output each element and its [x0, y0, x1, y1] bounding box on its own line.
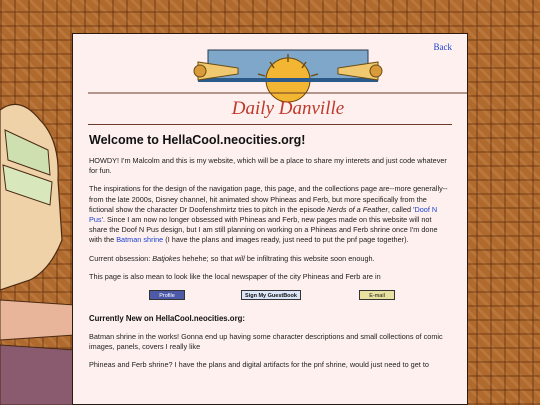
page-title: Welcome to HellaCool.neocities.org!	[89, 133, 306, 147]
currently-new-heading: Currently New on HellaCool.neocities.org:	[89, 314, 245, 324]
newspaper-page	[72, 33, 468, 405]
new-pnf-paragraph: Phineas and Ferb shrine? I have the plans and digital artifacts for the pnf shrine, would just need to get to	[89, 360, 429, 370]
cartoon-background-figure	[0, 0, 75, 405]
obsession-paragraph: Current obsession: Batjokes hehehe; so that will be infiltrating this website soon enough.	[89, 253, 375, 263]
intro-paragraph: HOWDY! I'm Malcolm and this is my website, which will be a place to share my interets and just code whatever for fun.	[89, 156, 447, 176]
email-badge[interactable]: E-mail	[359, 290, 395, 300]
logo-text: Daily Danville	[231, 98, 345, 119]
batman-shrine-link[interactable]: Batman shrine	[116, 235, 164, 245]
guestbook-badge[interactable]: Sign My GuestBook	[241, 290, 301, 300]
badge-row	[89, 290, 451, 304]
newspaper-paragraph: This page is also mean to look like the local newspaper of the city Phineas and Ferb are in	[89, 271, 381, 281]
back-link[interactable]: Back	[433, 42, 452, 52]
inspiration-paragraph: The inspirations for the design of the navigation page, this page, and the collections page are--more generally--from the late 2000s, Disney channel, hit animated show Phineas and Ferb, but more specifically from the fictional show the character Dr Doofenshmirtz tries to pitch in the episode Nerds of a Feather, called 'Doof N Pus'. Since I am now no longer obsessed with Phineas and Ferb, new pages made on this website will not share the Doof N Pus design, but I am still planning on working on a Phineas and Ferb shrine once I'm done with the Batman shrine (I have the plans and images ready, just need to put the pnf page together).	[89, 184, 448, 245]
doof-n-pus-link[interactable]: Doof N Pus	[89, 204, 438, 225]
masthead-banner	[88, 34, 452, 125]
episode-title: Nerds of a Feather	[327, 204, 388, 214]
profile-badge[interactable]: Profile	[149, 290, 185, 300]
new-batman-paragraph: Batman shrine in the works! Gonna end up having some character descriptions and small collections of comic images, panels, covers I really like	[89, 332, 443, 352]
daily-danville-logo	[88, 34, 468, 124]
